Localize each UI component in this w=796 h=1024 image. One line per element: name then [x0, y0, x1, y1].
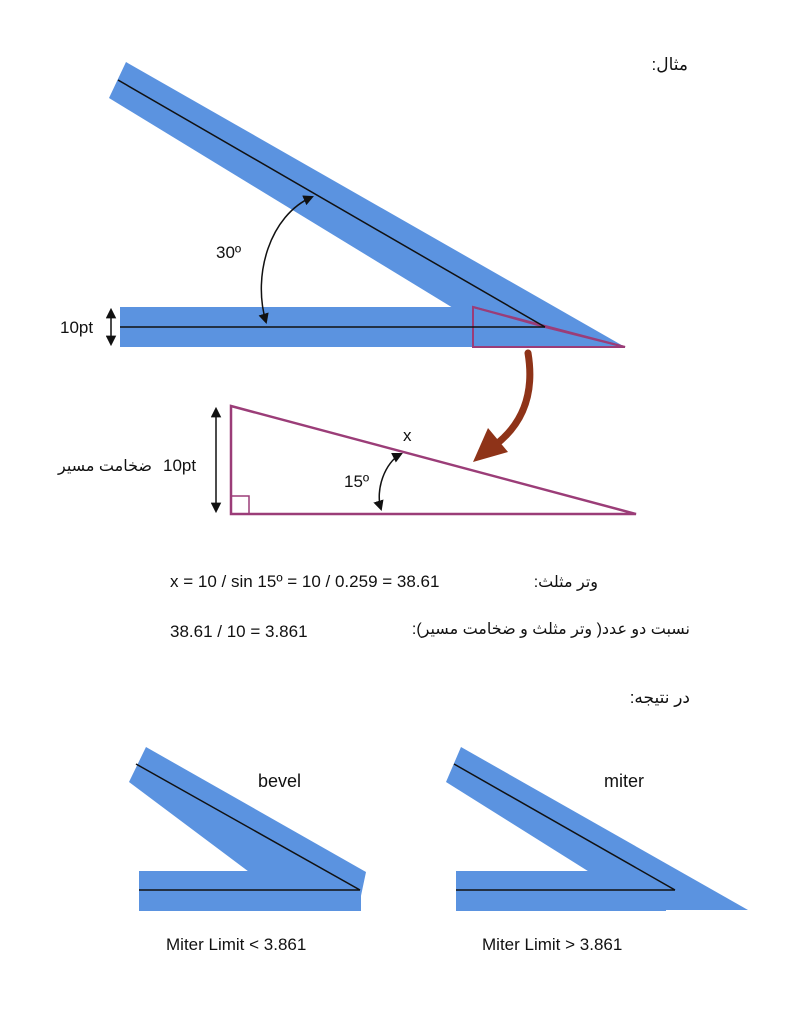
miter-example	[446, 747, 748, 954]
formula-line1-label: وتر مثلث:	[533, 574, 598, 591]
bevel-caption: Miter Limit < 3.861	[166, 935, 307, 954]
angle-label-30: 30º	[216, 243, 242, 262]
formula-line2-expr: 38.61 / 10 = 3.861	[170, 622, 308, 641]
formulas	[170, 572, 690, 641]
side-label: 10pt	[163, 456, 197, 475]
miter-label: miter	[604, 771, 644, 791]
curved-arrow	[473, 353, 530, 462]
bevel-horizontal-band	[139, 871, 361, 911]
side-label-fa: ضخامت مسیر	[57, 458, 152, 475]
hypotenuse-label: x	[403, 426, 412, 445]
thickness-label: 10pt	[60, 318, 94, 337]
formula-line2-label: نسبت دو عدد( وتر مثلث و ضخامت مسیر):	[411, 621, 690, 638]
right-triangle	[231, 406, 636, 514]
curved-arrow-shaft	[494, 353, 530, 446]
miter-caption: Miter Limit > 3.861	[482, 935, 623, 954]
diagonal-center-line	[118, 80, 545, 327]
angle-arc-15	[379, 454, 401, 509]
top-stroke-diagram	[60, 62, 625, 347]
angle-label-15: 15º	[344, 472, 370, 491]
miter-horizontal-band	[456, 871, 666, 911]
bevel-example	[129, 747, 366, 954]
triangle-diagram	[57, 406, 636, 514]
example-heading: مثال:	[651, 55, 688, 74]
formula-line1-expr: x = 10 / sin 15º = 10 / 0.259 = 38.61	[170, 572, 440, 591]
result-heading: در نتیجه:	[629, 688, 690, 707]
curved-arrow-head	[473, 428, 508, 462]
right-angle-marker	[231, 496, 249, 514]
diagonal-stroke-band	[109, 62, 625, 347]
bevel-label: bevel	[258, 771, 302, 791]
